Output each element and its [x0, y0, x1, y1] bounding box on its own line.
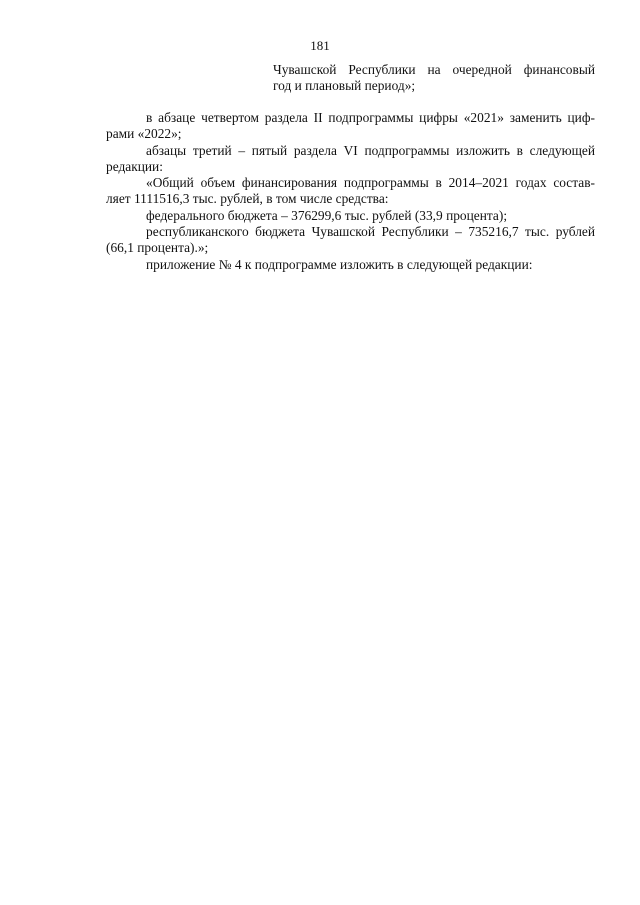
page-number: 181 [310, 38, 330, 53]
paragraph-total-financing [106, 175, 595, 208]
carry-over-line-2: год и плановый период»; [273, 78, 416, 93]
body-text [106, 110, 595, 273]
text-line: приложение № 4 к подпрограмме изложить в следующей редакции: [146, 256, 533, 272]
text-line: в абзаце четвертом раздела II подпрограммы цифры «2021» заменить циф- [146, 110, 595, 125]
paragraph-federal-budget [106, 208, 595, 224]
text-line: рами «2022»; [106, 126, 182, 142]
text-line: «Общий объем финансирования подпрограммы в 2014–2021 годах состав- [146, 175, 595, 191]
text-line: редакции: [106, 158, 163, 174]
text-line: республиканского бюджета Чувашской Республики – 735216,7 тыс. рублей [146, 224, 595, 240]
carry-over-line-1: Чувашской Республики на очередной финансовый [273, 62, 595, 77]
carry-over-text [273, 62, 595, 94]
text-line: федерального бюджета – 376299,6 тыс. рублей (33,9 процента); [146, 207, 508, 223]
paragraph-appendix-4 [106, 257, 595, 273]
paragraph-section-vi [106, 143, 595, 176]
text-line: (66,1 процента).»; [106, 240, 209, 256]
paragraph-replace-years [106, 110, 595, 143]
paragraph-republican-budget [106, 224, 595, 257]
text-line: абзацы третий – пятый раздела VI подпрограммы изложить в следующей [146, 142, 595, 158]
text-line: ляет 1111516,3 тыс. рублей, в том числе средства: [106, 191, 389, 207]
